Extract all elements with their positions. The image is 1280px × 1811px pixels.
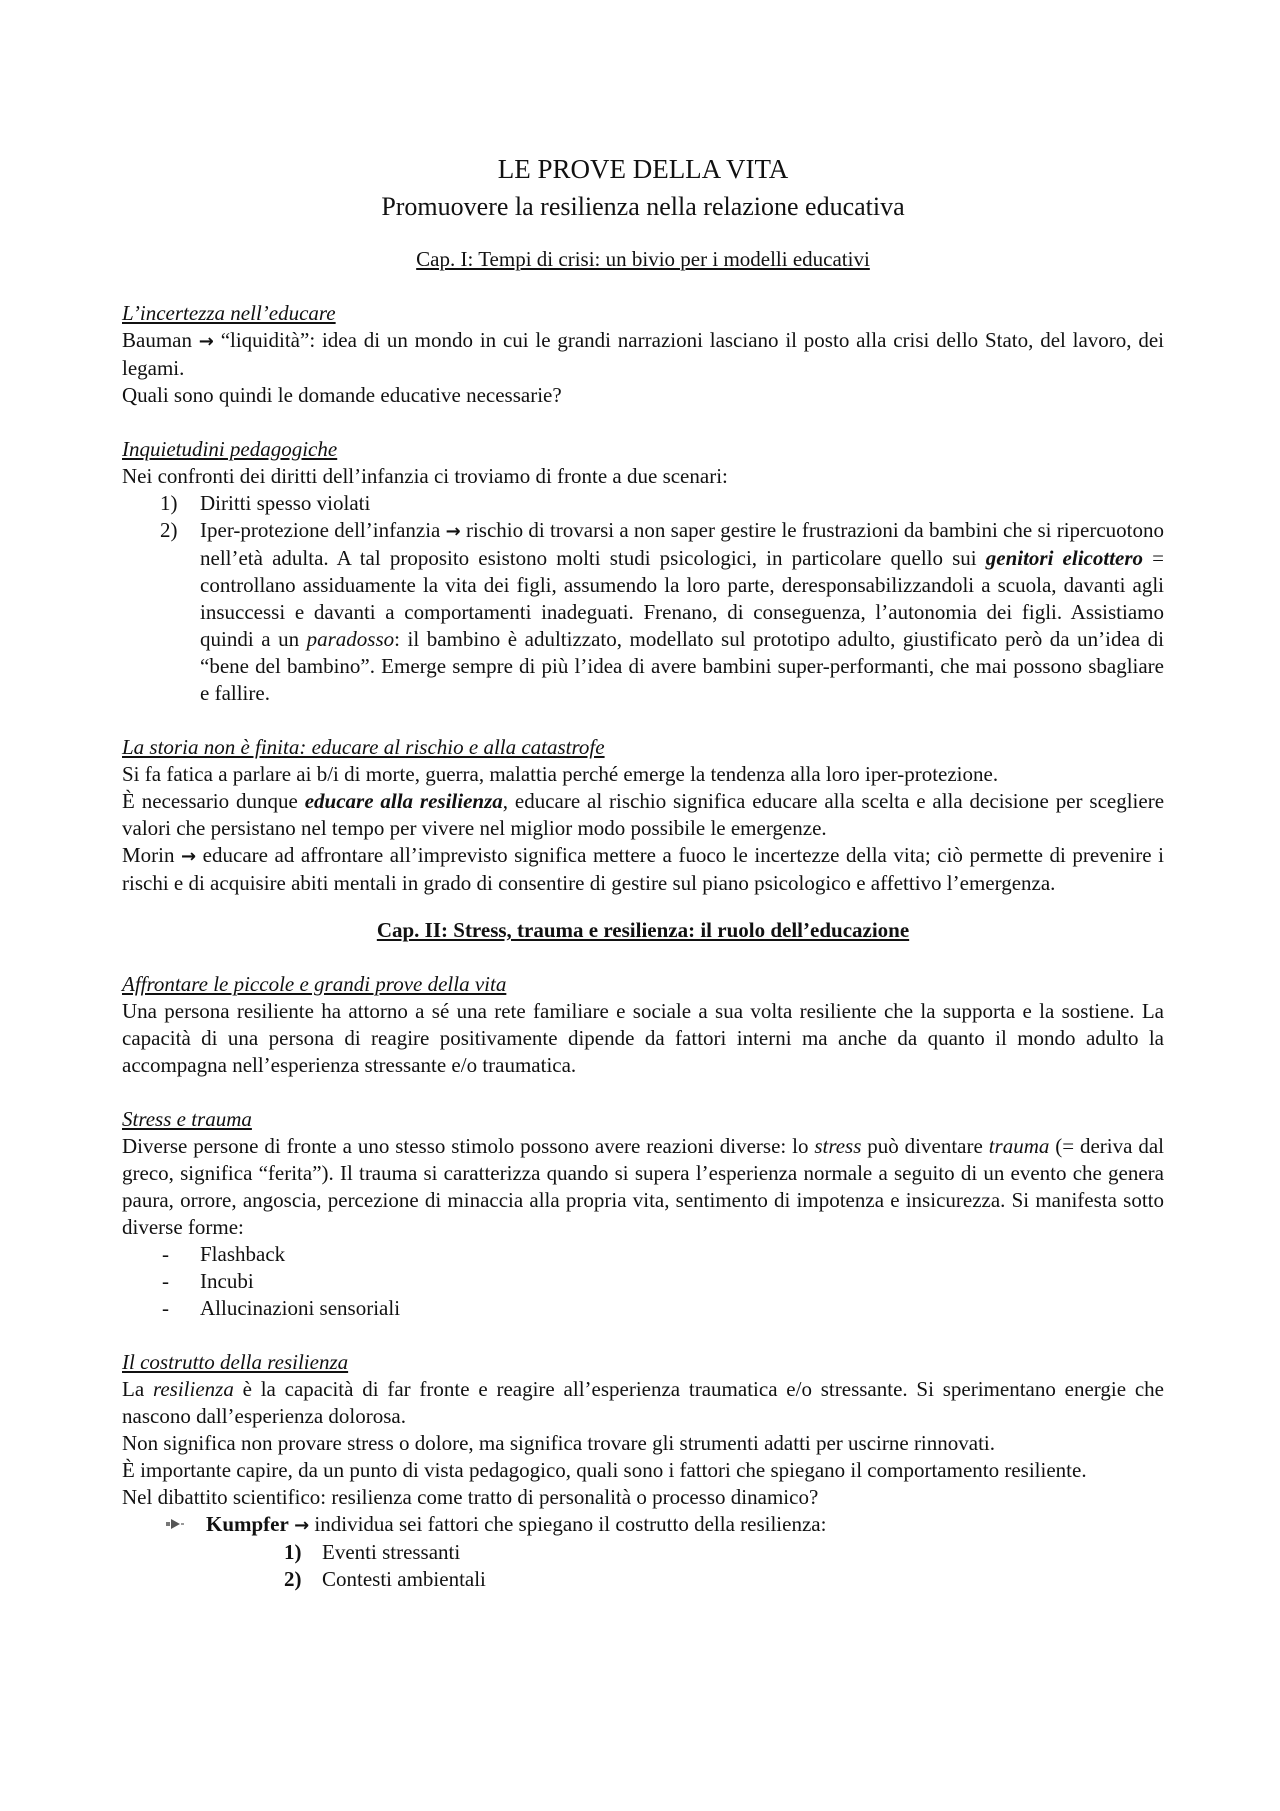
bullet-arrow-icon [166, 1517, 184, 1531]
section-heading-stress-trauma: Stress e trauma [122, 1107, 252, 1131]
list-item [122, 517, 1164, 707]
section-heading-costrutto: Il costrutto della resilienza [122, 1350, 349, 1374]
numbered-list-fattori [122, 1539, 1164, 1593]
text-liquidita: “liquidità”: idea di un mondo in cui le grandi narrazioni lasciano il posto alla crisi dello Stato, del lavoro, dei legami. [122, 328, 1165, 380]
list-item-text: Flashback [200, 1242, 286, 1266]
emphasis-genitori-elicottero: genitori elicottero [985, 546, 1144, 570]
text-bauman: Bauman [122, 328, 192, 352]
paragraph-necessario [122, 788, 1164, 842]
text-morin: Morin [122, 843, 175, 867]
arrow-icon: → [181, 846, 197, 867]
list-item-text: rischio di trovarsi a non saper gestire le frustrazioni da bambini che si ripercuotono nell’età adulta. A tal proposito esistono molti studi psicologici, in particolare quello sui [200, 518, 1165, 570]
list-number: 1) [284, 1540, 302, 1564]
paragraph-morin [122, 842, 1164, 897]
arrow-icon: → [445, 521, 461, 542]
list-item [122, 1566, 1164, 1593]
list-item-text: Incubi [200, 1269, 254, 1293]
paragraph-resilienza-def [122, 1376, 1164, 1430]
list-item [122, 490, 1164, 517]
emphasis-trauma: trauma [988, 1134, 1050, 1158]
list-item [122, 1268, 1164, 1295]
document-subtitle: Promuovere la resilienza nella relazione educativa [381, 192, 905, 221]
numbered-list-scenari [122, 490, 1164, 707]
list-item-text: Diritti spesso violati [200, 491, 371, 515]
chapter-1-heading: Cap. I: Tempi di crisi: un bivio per i modelli educativi [416, 247, 870, 271]
paragraph-non-significa: Non significa non provare stress o dolore, ma significa trovare gli strumenti adatti per uscirne rinnovati. [122, 1431, 996, 1455]
paragraph-persona-resiliente: Una persona resiliente ha attorno a sé una rete familiare e sociale a sua volta resiliente che la supporta e la sostiene. La capacità di una persona di reagire positivamente dipende da fattori interni ma anche da quanto il mondo adulto la accompagna nell’esperienza stressante e/o traumatica. [122, 999, 1164, 1077]
emphasis-stress: stress [814, 1134, 862, 1158]
list-item-text: : il bambino è adultizzato, modellato sul prototipo adulto, giustificato però da un’idea di “bene del bambino”. Emerge sempre di più l’idea di avere bambini super-performanti, che mai possono sbagliare e fallire. [200, 627, 1165, 705]
document-title: LE PROVE DELLA VITA [497, 154, 789, 184]
emphasis-educare-resilienza: educare alla resilienza [304, 789, 503, 813]
section-heading-incertezza: L’incertezza nell’educare [122, 301, 336, 325]
list-item-text: Allucinazioni sensoriali [200, 1296, 401, 1320]
dash-list-forme [122, 1241, 1164, 1322]
list-item-text: Eventi stressanti [322, 1540, 461, 1564]
paragraph-fatica: Si fa fatica a parlare ai b/i di morte, guerra, malattia perché emerge la tendenza alla loro iper-protezione. [122, 762, 999, 786]
text-span: La [122, 1377, 153, 1401]
list-item [122, 1539, 1164, 1566]
list-item-text: Iper-protezione dell’infanzia [200, 518, 441, 542]
chapter-2-heading: Cap. II: Stress, trauma e resilienza: il ruolo dell’educazione [376, 918, 910, 942]
text-span: Diverse persone di fronte a uno stesso stimolo possono avere reazioni diverse: lo [122, 1134, 815, 1158]
text-span: educare ad affrontare all’imprevisto significa mettere a fuoco le incertezze della vita; ciò permette di prevenire i rischi e di acquisire abiti mentali in grado di consentire di gestire sul piano psicologico e affettivo l’emergenza. [122, 843, 1164, 895]
paragraph-importante: È importante capire, da un punto di vista pedagogico, quali sono i fattori che spiegano il comportamento resiliente. [122, 1458, 1087, 1482]
list-number: 2) [160, 518, 178, 542]
text-span: È necessario dunque [122, 789, 305, 813]
emphasis-resilienza: resilienza [152, 1377, 234, 1401]
list-item-text: Contesti ambientali [322, 1567, 486, 1591]
text-kumpfer: Kumpfer [206, 1512, 289, 1536]
section-heading-affrontare: Affrontare le piccole e grandi prove della vita [122, 972, 507, 996]
text-span: individua sei fattori che spiegano il costrutto della resilienza: [309, 1512, 827, 1536]
arrow-icon: → [294, 1515, 310, 1536]
paragraph-stress-trauma [122, 1133, 1164, 1241]
section-heading-inquietudini: Inquietudini pedagogiche [122, 437, 338, 461]
list-item [122, 1241, 1164, 1268]
text-span: (= deriva dal greco, significa “ferita”). Il trauma si caratterizza quando si supera l’esperienza normale a seguito di un evento che genera paura, orrore, angoscia, percezione di minaccia alla propria vita, sentimento di impotenza e insicurezza. Si manifesta sotto diverse forme: [122, 1134, 1164, 1239]
paragraph-domande: Quali sono quindi le domande educative necessarie? [122, 383, 562, 407]
paragraph-bauman [122, 327, 1164, 382]
dash-marker: - [162, 1242, 169, 1266]
list-item [122, 1295, 1164, 1322]
section-heading-storia: La storia non è finita: educare al rischio e alla catastrofe [122, 735, 605, 759]
list-number: 2) [284, 1567, 302, 1591]
dash-marker: - [162, 1269, 169, 1293]
list-number: 1) [160, 491, 178, 515]
dash-marker: - [162, 1296, 169, 1320]
bullet-kumpfer [122, 1511, 1164, 1539]
paragraph-dibattito: Nel dibattito scientifico: resilienza come tratto di personalità o processo dinamico? [122, 1485, 819, 1509]
text-span: è la capacità di far fronte e reagire all’esperienza traumatica e/o stressante. Si sperimentano energie che nascono dall’esperienza dolorosa. [122, 1377, 1164, 1428]
list-item-text: = controllano assiduamente la vita dei figli, assumendo la loro parte, deresponsabilizzandoli a scuola, davanti agli insuccessi e davanti a comportamenti inadeguati. Frenano, di conseguenza, l’autonomia dei figli. Assistiamo quindi a un [200, 546, 1165, 651]
paragraph-diritti-intro: Nei confronti dei diritti dell’infanzia ci troviamo di fronte a due scenari: [122, 464, 728, 488]
text-span: può diventare [861, 1134, 989, 1158]
arrow-icon: → [198, 331, 214, 352]
text-span: , educare al rischio significa educare alla scelta e alla decisione per scegliere valori che persistano nel tempo per vivere nel miglior modo possibile le emergenze. [122, 789, 1165, 840]
emphasis-paradosso: paradosso [306, 627, 395, 651]
